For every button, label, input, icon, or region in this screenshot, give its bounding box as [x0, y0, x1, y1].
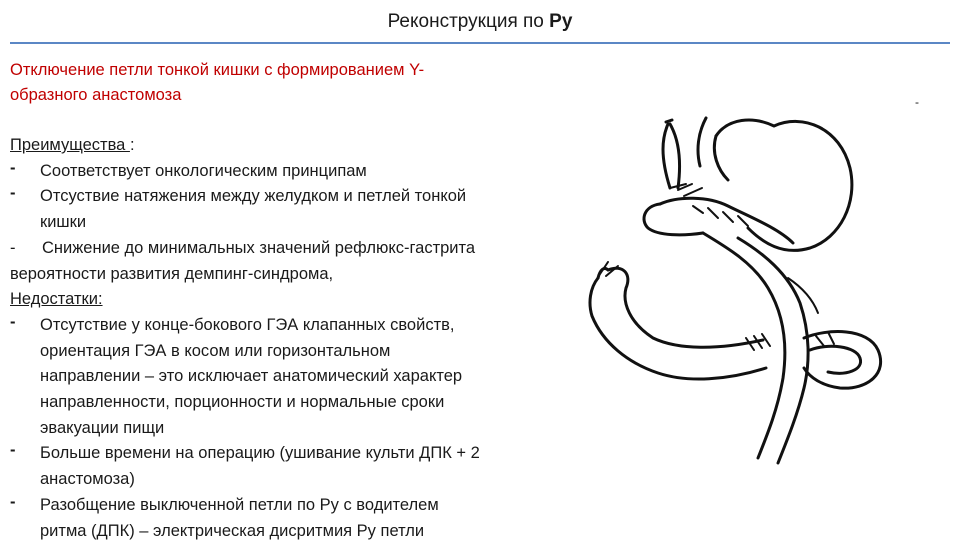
dash-bullet: - — [10, 184, 16, 203]
list-item — [10, 493, 570, 544]
body-text — [10, 133, 570, 544]
disadvantages-heading — [10, 287, 570, 313]
title-prefix: Реконструкция по — [387, 11, 550, 32]
roux-en-y-anatomy-illustration-icon — [578, 88, 950, 488]
title-divider — [10, 42, 950, 44]
corner-mark: - — [915, 95, 919, 109]
list-item-line: Больше времени на операцию (ушивание культи ДПК + 2 — [40, 444, 480, 463]
list-item — [10, 159, 570, 185]
list-item-line: Отсуствие натяжения между желудком и петлей тонкой — [40, 187, 467, 206]
dash-bullet: - — [10, 238, 16, 257]
list-item-line: вероятности развития демпинг-синдрома, — [10, 264, 334, 283]
advantages-heading — [10, 133, 570, 159]
list-item-line: Соответствует онкологическим принципам — [40, 161, 367, 180]
advantages-heading-text: Преимущества — [10, 136, 130, 154]
list-item-line: Отсутствие у конце-бокового ГЭА клапанных свойств, — [40, 315, 455, 334]
title-bold: Ру — [549, 11, 573, 32]
subtitle-line-1: Отключение петли тонкой кишки с формированием Y- — [10, 61, 425, 79]
list-item — [10, 441, 570, 492]
advantages-heading-colon: : — [129, 136, 135, 154]
subtitle-line-2: образного анастомоза — [10, 86, 182, 104]
disadvantages-heading-text: Недостатки: — [10, 290, 103, 309]
list-item-line: Снижение до минимальных значений рефлюкс-гастрита — [42, 238, 476, 257]
list-item-line: направлении – это исключает анатомический характер — [40, 367, 463, 386]
list-item — [10, 184, 570, 235]
list-item-line: ритма (ДПК) – электрическая дисритмия Ру петли — [40, 521, 425, 540]
dash-bullet: - — [10, 492, 16, 511]
list-item-line: Разобщение выключенной петли по Ру с водителем — [40, 495, 439, 514]
list-item-line: анастомоза) — [40, 470, 135, 489]
subtitle — [10, 58, 530, 108]
list-item-line: направленности, порционности и нормальные сроки — [40, 393, 445, 412]
list-item — [10, 313, 570, 442]
dash-bullet: - — [10, 312, 16, 331]
slide-title — [0, 9, 960, 35]
dash-bullet: - — [10, 441, 16, 460]
list-item-line: кишки — [40, 213, 87, 232]
list-item-line: эвакуации пищи — [40, 418, 165, 437]
dash-bullet: - — [10, 158, 16, 177]
list-item — [10, 236, 570, 262]
list-item-line: ориентация ГЭА в косом или горизонтальном — [40, 341, 391, 360]
